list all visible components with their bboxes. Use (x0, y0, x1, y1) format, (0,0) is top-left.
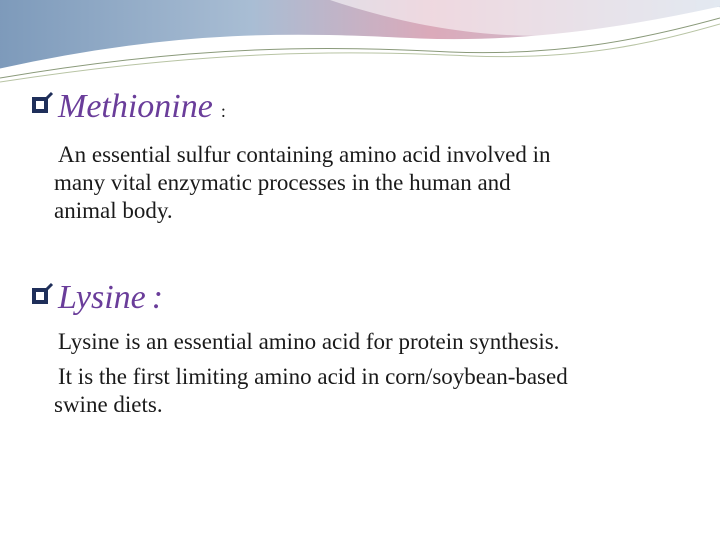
section-body-methionine (54, 141, 708, 225)
body-line: many vital enzymatic processes in the human and (54, 170, 511, 195)
body-line: animal body. (54, 198, 173, 223)
section-heading-methionine: Methionine (58, 88, 213, 125)
section-heading-lysine: Lysine (58, 279, 146, 316)
body-line: It is the first limiting amino acid in corn/soybean-based (58, 364, 568, 389)
heading-separator: : (220, 101, 226, 121)
checkbox-bullet-icon (30, 91, 56, 117)
body-line: An essential sulfur containing amino acid involved in (58, 142, 551, 167)
section-body-lysine (54, 328, 708, 419)
checkbox-bullet-icon (30, 282, 56, 308)
section-heading-row (30, 279, 163, 317)
heading-separator: : (151, 279, 164, 316)
body-line: Lysine is an essential amino acid for protein synthesis. (58, 329, 560, 354)
body-line: swine diets. (54, 392, 163, 417)
header-decoration (0, 0, 720, 90)
section-heading-row (30, 88, 226, 126)
